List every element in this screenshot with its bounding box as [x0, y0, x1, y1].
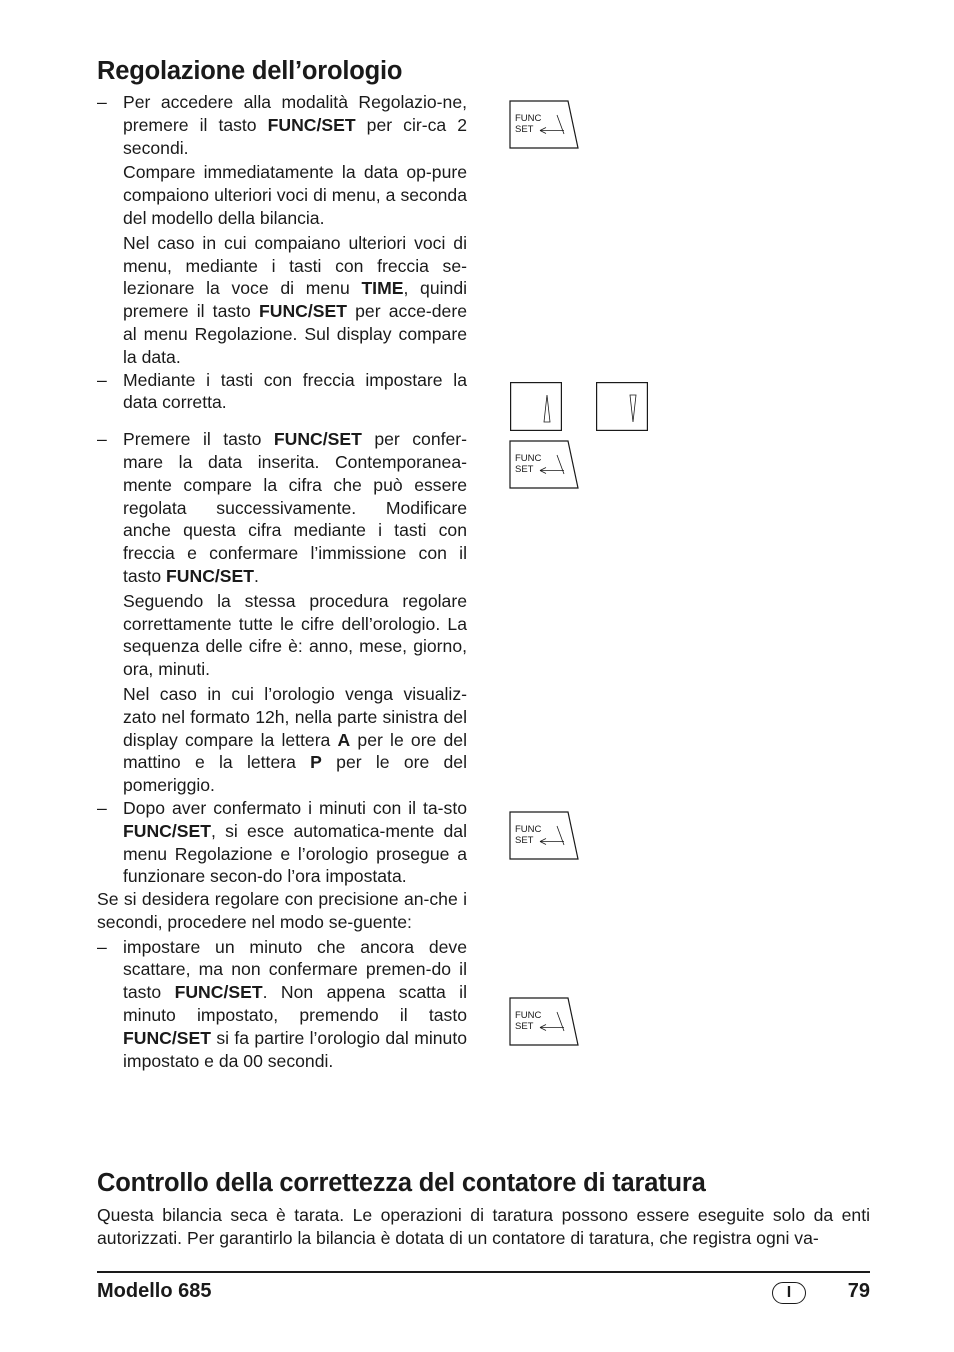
- key-label-func: FUNC: [515, 824, 542, 835]
- paragraph: Questa bilancia seca è tarata. Le operazioni di taratura possono essere eseguite solo da enti autorizzati. Per garantirlo la bilancia è dotata di un contatore di taratura, che registra ogni va-: [97, 1205, 870, 1248]
- paragraph: Dopo aver confermato i minuti con il ta-sto FUNC/SET, si esce automatica-mente dal menu Regolazione e l’orologio prosegue a funzionare secon-do l’ora impostata.: [123, 797, 467, 887]
- list-item: [97, 91, 467, 369]
- page-number: 79: [847, 1280, 870, 1302]
- paragraph: impostare un minuto che ancora deve scattare, ma non confermare premen-do il tasto FUNC/SET. Non appena scatta il minuto impostato, premendo il tasto FUNC/SET si fa partire l’orologio dal minuto impostato e da 00 secondi.: [123, 936, 467, 1071]
- key-label-func: FUNC: [515, 113, 542, 124]
- section-title: Regolazione dell’orologio: [97, 57, 403, 85]
- func-set-key-icon: [509, 811, 579, 860]
- instruction-column: [97, 91, 467, 1072]
- func-set-key-icon: [509, 100, 579, 149]
- footer-model-name: Modello 685: [97, 1280, 212, 1302]
- language-badge: I: [772, 1282, 806, 1304]
- list-item: [97, 936, 467, 1073]
- func-set-key-icon: [509, 440, 579, 489]
- section-title: Controllo della correttezza del contatore di taratura: [97, 1169, 706, 1197]
- dash-bullet: –: [97, 797, 107, 818]
- dash-bullet: –: [97, 92, 107, 112]
- list-item: [97, 428, 467, 797]
- key-label-func: FUNC: [515, 1010, 542, 1021]
- footer-divider: [97, 1271, 870, 1273]
- arrow-down-key-icon: [596, 382, 648, 431]
- arrow-up-key-icon: [510, 382, 562, 431]
- func-set-key-icon: [509, 997, 579, 1046]
- paragraph: Seguendo la stessa procedura regolare correttamente tutte le cifre dell’orologio. La sequenza delle cifre è: anno, mese, giorno, ora, minuti.: [123, 590, 467, 680]
- list-item: [97, 797, 467, 888]
- dash-bullet: –: [97, 429, 107, 450]
- paragraph: Mediante i tasti con freccia impostare la data corretta.: [123, 369, 467, 413]
- key-label-func: FUNC: [515, 453, 542, 464]
- key-label-set: SET: [515, 1021, 534, 1032]
- key-label-set: SET: [515, 464, 534, 475]
- paragraph: Nel caso in cui compaiano ulteriori voci di menu, mediante i tasti con freccia se-lezionare la voce di menu TIME, quindi premere il tasto FUNC/SET per acce-dere al menu Regolazione. Sul display compare la data.: [123, 232, 468, 367]
- paragraph: Nel caso in cui l’orologio venga visualiz-zato nel formato 12h, nella parte sinistra del display compare la lettera A per le ore del mattino e la lettera P per le ore del pomeriggio.: [123, 683, 467, 796]
- dash-bullet: –: [97, 369, 107, 390]
- paragraph: Per accedere alla modalità Regolazio-ne, premere il tasto FUNC/SET per cir-ca 2 secondi.: [123, 92, 467, 158]
- key-label-set: SET: [515, 124, 534, 135]
- paragraph: Se si desidera regolare con precisione an-che i secondi, procedere nel modo se-guente:: [97, 889, 467, 932]
- dash-bullet: –: [97, 936, 107, 957]
- paragraph: Premere il tasto FUNC/SET per confer-mare la data inserita. Contemporanea-mente compare la cifra che può essere regolata successivamente. Modificare anche questa cifra mediante i tasti con freccia e confermare l’immissione con il tasto FUNC/SET.: [123, 429, 467, 586]
- list-item: [97, 369, 467, 415]
- paragraph: Compare immediatamente la data op-pure compaiono ulteriori voci di menu, a seconda del modello della bilancia.: [123, 162, 467, 228]
- key-label-set: SET: [515, 835, 534, 846]
